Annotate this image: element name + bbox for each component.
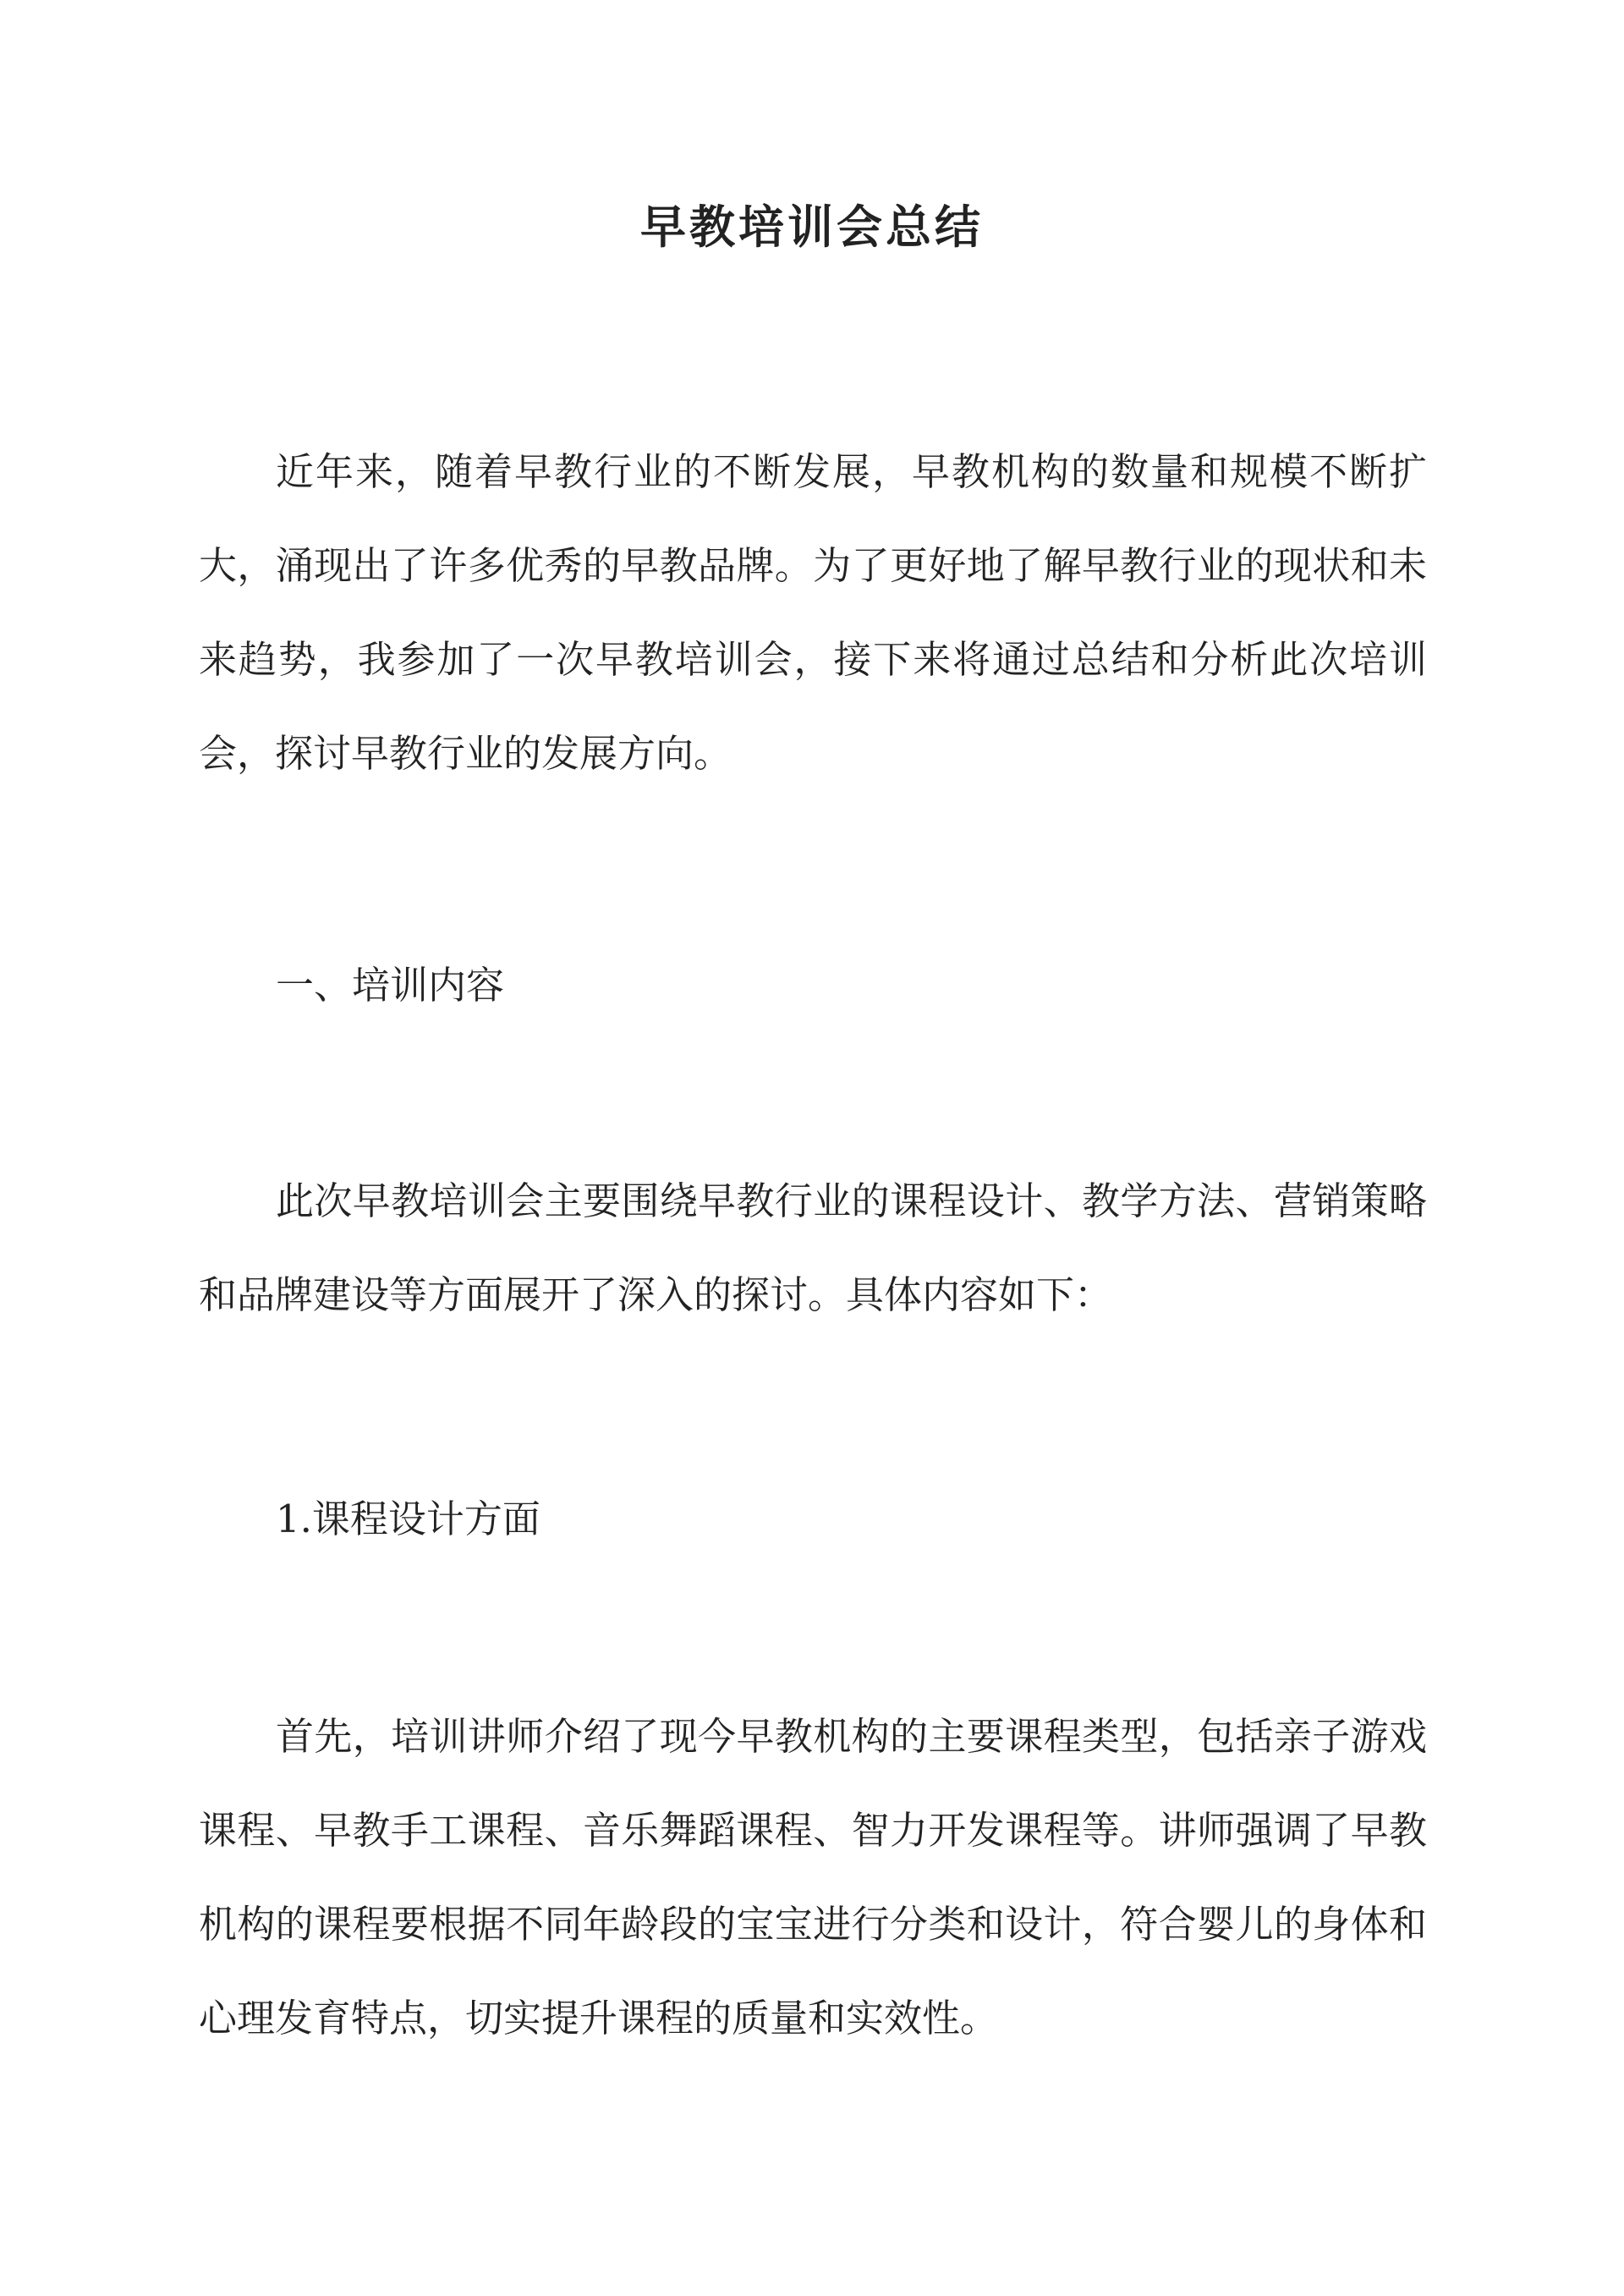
document-title: 早教培训会总结 bbox=[640, 200, 984, 254]
subsection-heading-course-design: 1.课程设计方面 bbox=[276, 1497, 540, 1541]
content-paragraph: 此次早教培训会主要围绕早教行业的课程设计、教学方法、营销策略和品牌建设等方面展开了深入的探讨。具体内容如下： bbox=[199, 1178, 1427, 1317]
course-design-paragraph: 首先，培训讲师介绍了现今早教机构的主要课程类型，包括亲子游戏课程、早教手工课程、音乐舞蹈课程、智力开发课程等。讲师强调了早教机构的课程要根据不同年龄段的宝宝进行分类和设计，符合婴儿的身体和心理发育特点，切实提升课程的质量和实效性。 bbox=[199, 1714, 1427, 2041]
section-heading-training-content: 一、培训内容 bbox=[276, 963, 505, 1008]
intro-paragraph: 近年来，随着早教行业的不断发展，早教机构的数量和规模不断扩大，涌现出了许多优秀的早教品牌。为了更好地了解早教行业的现状和未来趋势，我参加了一次早教培训会，接下来将通过总结和分析此次培训会，探讨早教行业的发展方向。 bbox=[199, 449, 1427, 776]
